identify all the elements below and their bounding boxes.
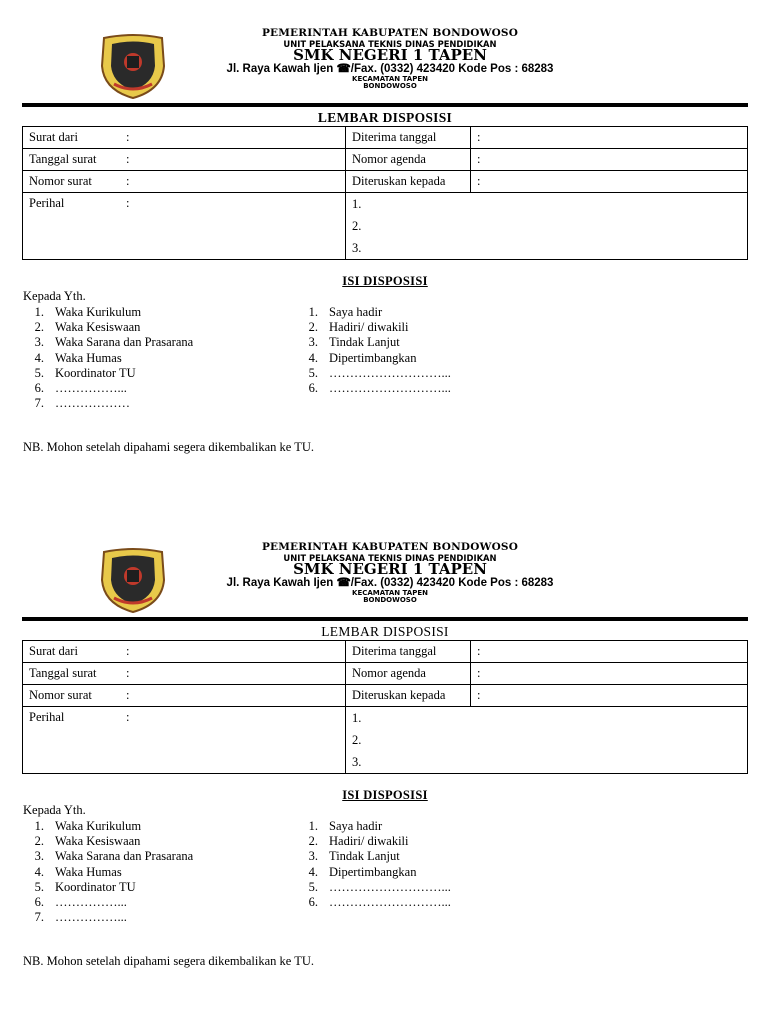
list-item: 5. Koordinator TU [34, 365, 136, 380]
disposition-table [22, 126, 748, 260]
list-item: 2. Hadiri/ diwakili [308, 320, 409, 335]
disposition-sheet-2 [0, 514, 768, 984]
list-item: 3. Tindak Lanjut [308, 849, 400, 864]
list-item: 4. Dipertimbangkan [308, 864, 417, 879]
action-list [295, 305, 451, 396]
field-value-diterima-tanggal[interactable]: : [471, 127, 748, 149]
school-name: SMK NEGERI 1 TAPEN [293, 45, 487, 64]
field-label-diterima-tanggal: Diterima tanggal [346, 127, 471, 149]
perihal-numbered-lines[interactable]: 1. 2. 3. [346, 707, 748, 774]
header-divider [22, 617, 748, 621]
action-list [295, 819, 451, 910]
table-row: Nomor surat : Diteruskan kepada : [23, 171, 748, 193]
list-item: 6. ……………... [34, 895, 127, 910]
isi-disposisi-title: ISI DISPOSISI [342, 274, 428, 288]
table-row: Tanggal surat : Nomor agenda : [23, 149, 748, 171]
list-item: 1. Saya hadir [308, 305, 383, 319]
list-item: 4. Waka Humas [34, 350, 122, 365]
field-label-nomor-surat: Nomor surat [29, 174, 92, 188]
list-item: 3. Waka Sarana dan Prasarana [34, 335, 194, 350]
field-value-nomor-agenda[interactable]: : [471, 663, 748, 685]
return-note: NB. Mohon setelah dipahami segera dikembalikan ke TU. [23, 954, 315, 968]
perihal-numbered-lines[interactable]: 1. 2. 3. [346, 193, 748, 260]
kepada-label: Kepada Yth. [23, 289, 86, 303]
list-item: 6. ……………... [34, 381, 127, 396]
disposition-sheet-1 [0, 0, 768, 470]
government-name: PEMERINTAH KABUPATEN BONDOWOSO [261, 27, 519, 39]
list-item: 3. Waka Sarana dan Prasarana [34, 849, 194, 864]
recipient-list [21, 819, 193, 925]
list-item: 4. Waka Humas [34, 864, 122, 879]
list-item: 1. Waka Kurikulum [34, 819, 142, 833]
header-divider [22, 103, 748, 107]
government-name: PEMERINTAH KABUPATEN BONDOWOSO [261, 541, 519, 553]
list-item: 2. Hadiri/ diwakili [308, 834, 409, 849]
field-label-tanggal-surat: Tanggal surat [29, 152, 97, 166]
school-address: Jl. Raya Kawah Ijen ☎/Fax. (0332) 423420 Kode Pos : 68283 [226, 576, 554, 589]
form-title: LEMBAR DISPOSISI [317, 110, 453, 125]
field-value-diterima-tanggal[interactable]: : [471, 641, 748, 663]
city-name: BONDOWOSO [363, 596, 417, 605]
isi-disposisi-title: ISI DISPOSISI [342, 788, 428, 802]
field-label-surat-dari: Surat dari [29, 130, 78, 144]
list-item: 7. ……………... [34, 910, 127, 925]
regency-emblem-icon [98, 546, 168, 614]
table-row: Surat dari : Diterima tanggal : [23, 641, 748, 663]
form-title: LEMBAR DISPOSISI [321, 624, 449, 639]
field-label-nomor-surat: Nomor surat [29, 688, 92, 702]
return-note: NB. Mohon setelah dipahami segera dikembalikan ke TU. [23, 440, 315, 454]
list-item: 5. Koordinator TU [34, 879, 136, 894]
list-item: 7. ……………… [34, 396, 130, 411]
district-name: KECAMATAN TAPEN [352, 75, 428, 84]
disposition-table [22, 640, 748, 774]
regency-emblem-icon [98, 32, 168, 100]
table-row: Nomor surat : Diteruskan kepada : [23, 685, 748, 707]
list-item: 2. Waka Kesiswaan [34, 834, 141, 849]
field-label-perihal: Perihal [29, 196, 65, 210]
list-item: 3. Tindak Lanjut [308, 335, 400, 350]
list-item: 6. ………………………... [308, 381, 451, 396]
field-label-perihal: Perihal [29, 710, 65, 724]
list-item: 6. ………………………... [308, 895, 451, 910]
list-item: 5. ………………………... [308, 879, 451, 894]
field-value-diteruskan-kepada[interactable]: : [471, 171, 748, 193]
table-row: Tanggal surat : Nomor agenda : [23, 663, 748, 685]
field-label-diteruskan-kepada: Diteruskan kepada [346, 685, 471, 707]
school-address: Jl. Raya Kawah Ijen ☎/Fax. (0332) 423420 Kode Pos : 68283 [226, 62, 554, 75]
list-item: 1. Saya hadir [308, 819, 383, 833]
table-row: Perihal : 1. 2. 3. [23, 707, 748, 774]
kepada-label: Kepada Yth. [23, 803, 86, 817]
list-item: 5. ………………………... [308, 365, 451, 380]
field-label-tanggal-surat: Tanggal surat [29, 666, 97, 680]
field-label-nomor-agenda: Nomor agenda [346, 663, 471, 685]
list-item: 1. Waka Kurikulum [34, 305, 142, 319]
field-label-surat-dari: Surat dari [29, 644, 78, 658]
field-label-diteruskan-kepada: Diteruskan kepada [346, 171, 471, 193]
field-value-nomor-agenda[interactable]: : [471, 149, 748, 171]
table-row: Surat dari : Diterima tanggal : [23, 127, 748, 149]
school-name: SMK NEGERI 1 TAPEN [293, 559, 487, 578]
table-row: Perihal : 1. 2. 3. [23, 193, 748, 260]
unit-name: UNIT PELAKSANA TEKNIS DINAS PENDIDIKAN [283, 38, 497, 49]
city-name: BONDOWOSO [363, 82, 417, 91]
field-label-nomor-agenda: Nomor agenda [346, 149, 471, 171]
district-name: KECAMATAN TAPEN [352, 589, 428, 598]
list-item: 4. Dipertimbangkan [308, 350, 417, 365]
letterhead [200, 542, 580, 604]
recipient-list [21, 305, 193, 411]
unit-name: UNIT PELAKSANA TEKNIS DINAS PENDIDIKAN [283, 552, 497, 563]
field-label-diterima-tanggal: Diterima tanggal [346, 641, 471, 663]
field-value-diteruskan-kepada[interactable]: : [471, 685, 748, 707]
list-item: 2. Waka Kesiswaan [34, 320, 141, 335]
letterhead [200, 28, 580, 90]
